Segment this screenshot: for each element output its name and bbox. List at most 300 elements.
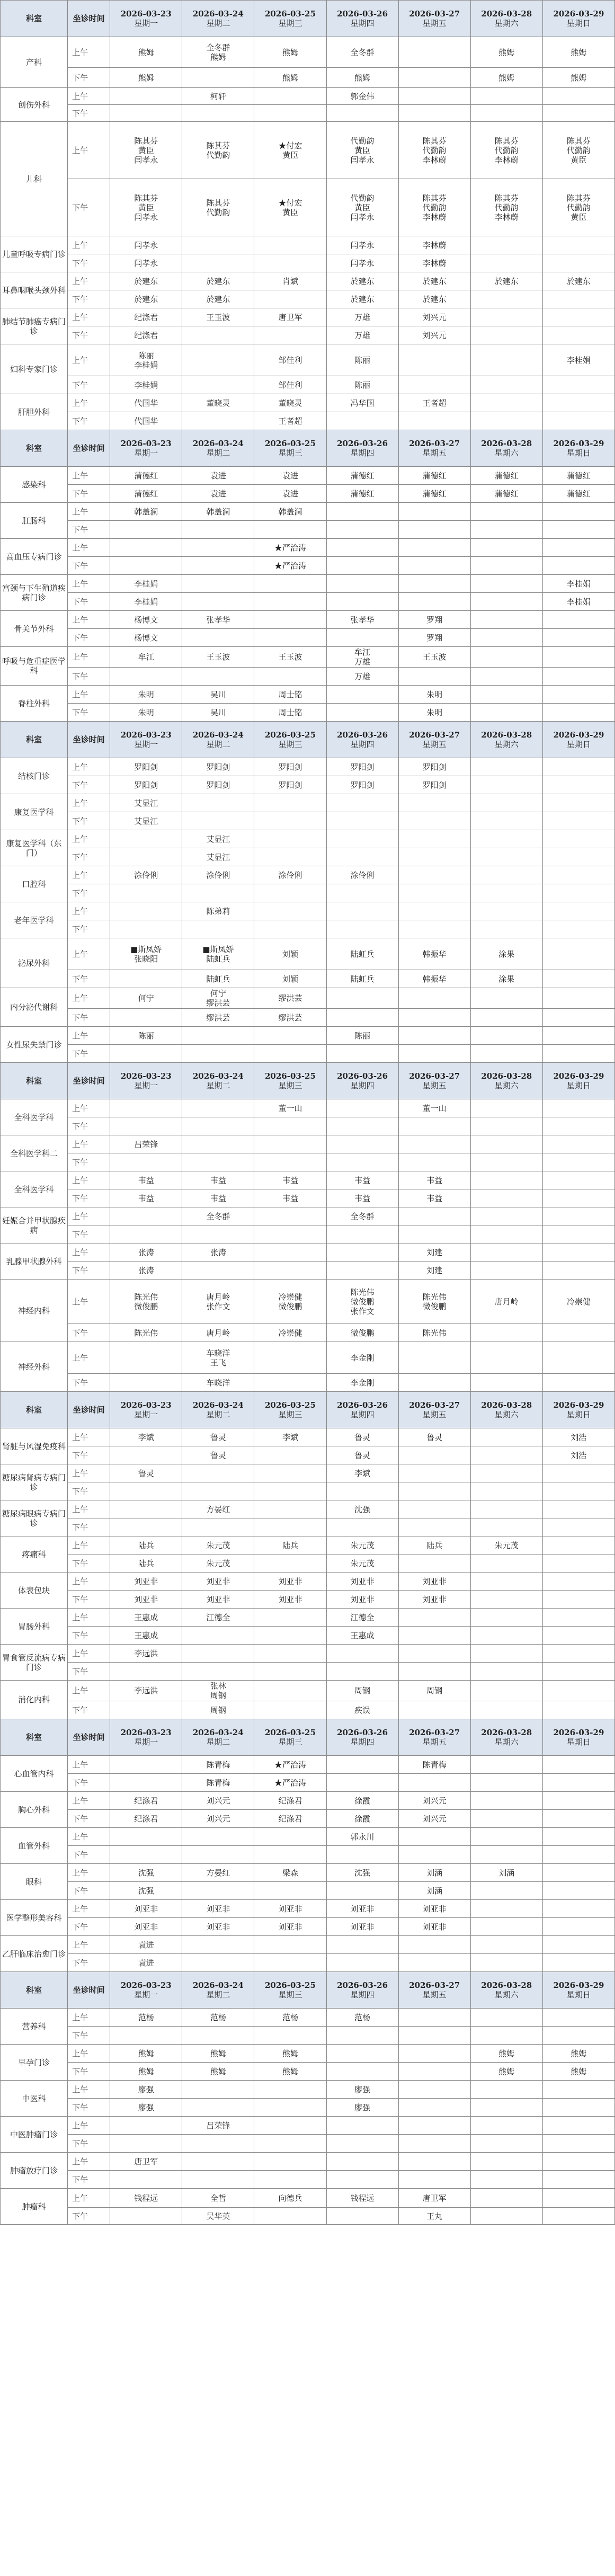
doctor-cell	[110, 1262, 182, 1280]
doctor-cell	[398, 326, 470, 344]
doctor-name: 罗阳剑	[422, 780, 447, 790]
doctor-cell	[470, 902, 542, 920]
session-time: 下午	[68, 68, 110, 88]
doctor-cell	[470, 866, 542, 884]
header-weekday: 星期一	[134, 448, 158, 458]
doctor-name: 全冬群	[206, 1211, 230, 1221]
doctor-cell	[542, 2135, 614, 2153]
doctor-name: 刘浩	[571, 1450, 587, 1460]
doctor-cell	[182, 2027, 254, 2045]
header-weekday: 星期六	[494, 448, 519, 458]
doctor-cell	[182, 2189, 254, 2208]
doctor-cell	[326, 1500, 398, 1518]
doctor-cell	[470, 1464, 542, 1482]
table-row	[1, 1262, 615, 1280]
doctor-name: 王玉波	[278, 652, 302, 662]
doctor-cell	[254, 1609, 326, 1627]
doctor-cell	[542, 1936, 614, 1954]
header-day	[254, 1, 326, 37]
department-name: 康复医学科	[1, 794, 68, 830]
doctor-cell	[542, 1262, 614, 1280]
header-date: 2026-03-27	[409, 730, 460, 740]
doctor-name: 张涛	[138, 1247, 154, 1257]
doctor-cell	[110, 1591, 182, 1609]
session-time: 下午	[68, 1117, 110, 1135]
header-weekday: 星期日	[566, 1737, 591, 1747]
table-row	[1, 308, 615, 326]
doctor-cell	[542, 1117, 614, 1135]
header-weekday: 星期四	[350, 448, 375, 458]
doctor-name: 熊姆	[498, 2066, 515, 2076]
doctor-name: 纪涤君	[278, 1796, 302, 1806]
doctor-name: ★严治涛	[274, 561, 306, 571]
doctor-name: 董一山	[278, 1103, 302, 1113]
doctor-name: 柯轩	[210, 91, 226, 101]
doctor-cell	[254, 647, 326, 668]
doctor-name: 郭永川	[350, 1832, 375, 1842]
table-row	[1, 1774, 615, 1792]
doctor-cell	[398, 1518, 470, 1536]
department-name: 血管外科	[1, 1828, 68, 1864]
doctor-name: 微俊鹏	[350, 1328, 375, 1338]
doctor-cell	[110, 704, 182, 722]
doctor-name: 疾误	[354, 1705, 371, 1715]
doctor-cell	[398, 236, 470, 254]
header-dept-label: 科室	[1, 1719, 68, 1756]
table-row	[1, 1573, 615, 1591]
table-row	[1, 1663, 615, 1681]
doctor-name: 范杨	[138, 2012, 154, 2022]
doctor-cell	[542, 539, 614, 557]
session-time: 上午	[68, 394, 110, 412]
doctor-name: 周钢	[210, 1691, 226, 1700]
header-day	[254, 1392, 326, 1428]
doctor-cell	[110, 2081, 182, 2099]
doctor-name: 万雄	[354, 312, 371, 322]
doctor-cell	[470, 394, 542, 412]
doctor-cell	[110, 1207, 182, 1225]
doctor-cell	[110, 593, 182, 611]
doctor-cell	[542, 2045, 614, 2063]
doctor-cell	[542, 1324, 614, 1342]
table-row	[1, 1701, 615, 1719]
doctor-name: 闫孝永	[350, 240, 375, 250]
doctor-cell	[398, 503, 470, 521]
doctor-cell	[326, 308, 398, 326]
header-weekday: 星期三	[278, 1410, 302, 1419]
doctor-cell	[110, 812, 182, 830]
header-weekday: 星期三	[278, 1990, 302, 2000]
doctor-cell	[326, 686, 398, 704]
doctor-cell	[542, 1280, 614, 1324]
doctor-name: 熊姆	[354, 73, 371, 83]
doctor-name: 蒲德红	[134, 488, 158, 499]
doctor-name: 沈强	[354, 1504, 371, 1514]
doctor-cell	[542, 575, 614, 593]
doctor-cell	[182, 1792, 254, 1810]
doctor-cell	[110, 1117, 182, 1135]
doctor-cell	[326, 37, 398, 68]
session-time: 下午	[68, 1591, 110, 1609]
table-row	[1, 1645, 615, 1663]
doctor-cell	[542, 2171, 614, 2189]
header-date: 2026-03-24	[192, 730, 244, 740]
doctor-cell	[542, 1027, 614, 1045]
doctor-name: 牟江	[354, 647, 371, 657]
doctor-cell	[110, 179, 182, 236]
doctor-cell	[110, 1500, 182, 1518]
session-time: 上午	[68, 539, 110, 557]
department-name: 中医肿瘤门诊	[1, 2117, 68, 2153]
doctor-name: 韩盖澜	[278, 507, 302, 517]
doctor-cell	[182, 970, 254, 988]
doctor-cell	[182, 2009, 254, 2027]
header-weekday: 星期二	[206, 1737, 230, 1747]
doctor-cell	[110, 503, 182, 521]
doctor-cell	[254, 970, 326, 988]
doctor-name: 王惠成	[134, 1630, 158, 1640]
doctor-cell	[254, 830, 326, 848]
header-date: 2026-03-24	[192, 9, 244, 19]
header-day	[326, 1, 398, 37]
doctor-cell	[470, 1280, 542, 1324]
doctor-name: 熊姆	[282, 73, 298, 83]
doctor-cell	[326, 1900, 398, 1918]
doctor-name: 刘亚非	[278, 1594, 302, 1604]
doctor-name: 王惠成	[350, 1630, 375, 1640]
doctor-name: 蒲德红	[422, 488, 447, 499]
doctor-cell	[254, 272, 326, 290]
doctor-cell	[182, 1518, 254, 1536]
doctor-name: 韩盖澜	[206, 507, 230, 517]
doctor-name: 代勤韵	[206, 207, 230, 217]
department-name: 宫颈与下生殖道疾病门诊	[1, 575, 68, 611]
doctor-cell	[398, 376, 470, 394]
header-date: 2026-03-23	[120, 9, 172, 19]
header-weekday: 星期一	[134, 19, 158, 28]
doctor-cell	[542, 1846, 614, 1864]
doctor-name: 冷崇健	[278, 1328, 302, 1338]
doctor-cell	[254, 1828, 326, 1846]
doctor-cell	[326, 866, 398, 884]
doctor-cell	[110, 1099, 182, 1117]
header-date: 2026-03-28	[481, 1071, 532, 1081]
department-name: 消化内科	[1, 1681, 68, 1719]
doctor-name: 周钢	[210, 1705, 226, 1715]
doctor-name: 王玉波	[206, 652, 230, 662]
doctor-cell	[326, 1280, 398, 1324]
doctor-cell	[470, 668, 542, 686]
doctor-cell	[470, 938, 542, 970]
table-row	[1, 394, 615, 412]
doctor-cell	[470, 2099, 542, 2117]
doctor-cell	[470, 575, 542, 593]
doctor-cell	[470, 2009, 542, 2027]
doctor-name: 代国华	[134, 416, 158, 426]
header-weekday: 星期日	[566, 1081, 591, 1090]
session-time: 上午	[68, 1243, 110, 1262]
doctor-cell	[254, 2189, 326, 2208]
table-row	[1, 2027, 615, 2045]
doctor-name: 微俊鹏	[278, 1301, 302, 1311]
header-day	[542, 430, 614, 467]
session-time: 上午	[68, 758, 110, 776]
doctor-name: 吕荣锋	[134, 1139, 158, 1149]
doctor-cell	[398, 902, 470, 920]
doctor-name: 袁进	[210, 470, 226, 481]
doctor-cell	[254, 776, 326, 794]
doctor-cell	[542, 1135, 614, 1153]
doctor-name: 廖强	[354, 2084, 371, 2094]
doctor-name: 鲁灵	[210, 1432, 226, 1442]
doctor-name: 刘涵	[426, 1868, 443, 1878]
doctor-cell	[182, 848, 254, 866]
doctor-cell	[326, 794, 398, 812]
doctor-cell	[254, 1954, 326, 1972]
doctor-cell	[470, 1681, 542, 1701]
doctor-cell	[110, 1135, 182, 1153]
doctor-name: 唐卫军	[278, 312, 302, 322]
doctor-name: 陈其芬	[134, 136, 158, 146]
doctor-cell	[398, 290, 470, 308]
doctor-name: 刘亚非	[134, 1904, 158, 1914]
doctor-name: 熊姆	[282, 2066, 298, 2076]
doctor-cell	[110, 1627, 182, 1645]
doctor-cell	[326, 344, 398, 376]
header-day	[398, 1392, 470, 1428]
doctor-name: 杨博文	[134, 633, 158, 643]
doctor-name: 鲁灵	[354, 1450, 371, 1460]
doctor-cell	[254, 1500, 326, 1518]
doctor-cell	[470, 2045, 542, 2063]
table-row	[1, 1342, 615, 1374]
header-date: 2026-03-29	[553, 1980, 604, 1990]
doctor-cell	[254, 521, 326, 539]
header-weekday: 星期四	[350, 19, 375, 28]
department-name: 老年医学科	[1, 902, 68, 938]
doctor-name: 纪涤君	[278, 1814, 302, 1824]
doctor-name: 陆虹兵	[350, 974, 375, 984]
doctor-cell	[182, 812, 254, 830]
header-date: 2026-03-25	[264, 1400, 316, 1410]
session-time: 下午	[68, 920, 110, 938]
doctor-cell	[398, 1243, 470, 1262]
doctor-cell	[326, 830, 398, 848]
header-day	[542, 1719, 614, 1756]
doctor-cell	[326, 1663, 398, 1681]
doctor-cell	[254, 794, 326, 812]
doctor-cell	[542, 1609, 614, 1627]
doctor-name: 沈强	[138, 1868, 154, 1878]
doctor-cell	[542, 1882, 614, 1900]
header-date: 2026-03-23	[120, 1071, 172, 1081]
table-row	[1, 575, 615, 593]
doctor-name: 熊姆	[138, 73, 154, 83]
department-name: 儿科	[1, 122, 68, 236]
doctor-cell	[470, 1555, 542, 1573]
header-weekday: 星期日	[566, 19, 591, 28]
doctor-cell	[326, 2081, 398, 2099]
doctor-cell	[254, 704, 326, 722]
doctor-cell	[254, 1243, 326, 1262]
doctor-cell	[182, 575, 254, 593]
doctor-name: 吴华英	[206, 2211, 230, 2221]
doctor-name: 陆兵	[138, 1558, 154, 1568]
header-date: 2026-03-25	[264, 1728, 316, 1737]
doctor-name: 罗阳剑	[350, 780, 375, 790]
doctor-cell	[254, 1482, 326, 1500]
department-name: 胃肠外科	[1, 1609, 68, 1645]
table-row	[1, 68, 615, 88]
session-time: 下午	[68, 1446, 110, 1464]
doctor-cell	[542, 1810, 614, 1828]
doctor-cell	[470, 2189, 542, 2208]
header-day	[254, 1972, 326, 2009]
doctor-cell	[326, 1045, 398, 1063]
doctor-cell	[110, 485, 182, 503]
doctor-cell	[398, 866, 470, 884]
table-row	[1, 1153, 615, 1171]
doctor-name: 代勤韵	[494, 145, 519, 155]
doctor-cell	[398, 412, 470, 430]
doctor-cell	[542, 830, 614, 848]
header-weekday: 星期六	[494, 740, 519, 749]
doctor-cell	[542, 938, 614, 970]
doctor-cell	[470, 503, 542, 521]
doctor-cell	[182, 1045, 254, 1063]
doctor-cell	[182, 1342, 254, 1374]
doctor-cell	[326, 1792, 398, 1810]
session-time: 上午	[68, 1207, 110, 1225]
doctor-cell	[470, 1663, 542, 1681]
department-name: 内分泌代谢科	[1, 988, 68, 1027]
doctor-name: 罗阳剑	[422, 762, 447, 772]
session-time: 上午	[68, 988, 110, 1009]
doctor-name: 熊姆	[210, 52, 226, 62]
doctor-cell	[470, 988, 542, 1009]
doctor-cell	[110, 988, 182, 1009]
doctor-name: 熊姆	[571, 73, 587, 83]
doctor-cell	[182, 988, 254, 1009]
doctor-cell	[542, 686, 614, 704]
doctor-cell	[398, 122, 470, 179]
session-time: 上午	[68, 1135, 110, 1153]
doctor-cell	[542, 1428, 614, 1446]
doctor-cell	[542, 254, 614, 272]
session-time: 下午	[68, 1954, 110, 1972]
doctor-cell	[254, 539, 326, 557]
department-name: 口腔科	[1, 866, 68, 902]
doctor-name: 缪洪芸	[206, 998, 230, 1008]
doctor-cell	[110, 467, 182, 485]
doctor-name: 全冬群	[206, 42, 230, 52]
doctor-cell	[470, 1645, 542, 1663]
doctor-cell	[542, 2081, 614, 2099]
doctor-cell	[254, 902, 326, 920]
doctor-cell	[110, 2153, 182, 2171]
doctor-name: 全哲	[210, 2193, 226, 2203]
doctor-name: 熊姆	[138, 2048, 154, 2058]
header-day	[110, 1, 182, 37]
doctor-cell	[254, 2208, 326, 2225]
session-time: 下午	[68, 2208, 110, 2225]
session-time: 下午	[68, 485, 110, 503]
doctor-cell	[542, 1482, 614, 1500]
doctor-name: 涂果	[498, 949, 515, 959]
header-day	[326, 1972, 398, 2009]
doctor-cell	[542, 503, 614, 521]
doctor-cell	[182, 704, 254, 722]
doctor-name: 闫孝永	[350, 258, 375, 268]
department-name: 肝胆外科	[1, 394, 68, 430]
doctor-cell	[326, 1591, 398, 1609]
doctor-cell	[182, 1774, 254, 1792]
doctor-name: 刘亚非	[206, 1594, 230, 1604]
doctor-cell	[182, 68, 254, 88]
doctor-name: 艾显江	[206, 834, 230, 844]
doctor-cell	[182, 866, 254, 884]
session-time: 下午	[68, 105, 110, 122]
doctor-cell	[398, 629, 470, 647]
doctor-cell	[182, 2208, 254, 2225]
doctor-cell	[326, 2045, 398, 2063]
doctor-cell	[542, 668, 614, 686]
doctor-cell	[470, 1262, 542, 1280]
doctor-name: 罗翔	[426, 615, 443, 625]
doctor-name: 朱明	[138, 689, 154, 699]
doctor-cell	[182, 503, 254, 521]
doctor-name: 陈其芬	[494, 136, 519, 146]
header-date: 2026-03-23	[120, 1728, 172, 1737]
doctor-cell	[398, 970, 470, 988]
doctor-name: 陈青梅	[206, 1760, 230, 1770]
header-weekday: 星期日	[566, 1990, 591, 2000]
table-row	[1, 485, 615, 503]
doctor-cell	[542, 988, 614, 1009]
doctor-cell	[470, 2208, 542, 2225]
session-time: 下午	[68, 557, 110, 575]
table-row	[1, 830, 615, 848]
doctor-cell	[542, 290, 614, 308]
doctor-name: 廖强	[138, 2102, 154, 2112]
doctor-cell	[326, 105, 398, 122]
table-row	[1, 988, 615, 1009]
header-date: 2026-03-26	[337, 1980, 388, 1990]
doctor-name: 袁进	[138, 1940, 154, 1950]
header-weekday: 星期三	[278, 19, 302, 28]
doctor-name: 熊姆	[571, 47, 587, 57]
session-time: 下午	[68, 1810, 110, 1828]
doctor-cell	[254, 593, 326, 611]
table-row	[1, 2153, 615, 2171]
doctor-name: 范杨	[210, 2012, 226, 2022]
doctor-name: 廖强	[354, 2102, 371, 2112]
header-dept-label: 科室	[1, 1392, 68, 1428]
session-time: 下午	[68, 1555, 110, 1573]
doctor-name: 陈弟莉	[206, 906, 230, 916]
doctor-name: 陈光伟	[422, 1292, 447, 1302]
doctor-name: 熊姆	[210, 2048, 226, 2058]
table-row	[1, 2208, 615, 2225]
doctor-cell	[398, 1500, 470, 1518]
doctor-cell	[470, 521, 542, 539]
doctor-name: 李桂娟	[134, 380, 158, 390]
doctor-name: 朱元茂	[206, 1558, 230, 1568]
header-date: 2026-03-26	[337, 730, 388, 740]
session-time: 下午	[68, 629, 110, 647]
doctor-name: 涂伶俐	[350, 870, 375, 880]
table-row	[1, 179, 615, 236]
